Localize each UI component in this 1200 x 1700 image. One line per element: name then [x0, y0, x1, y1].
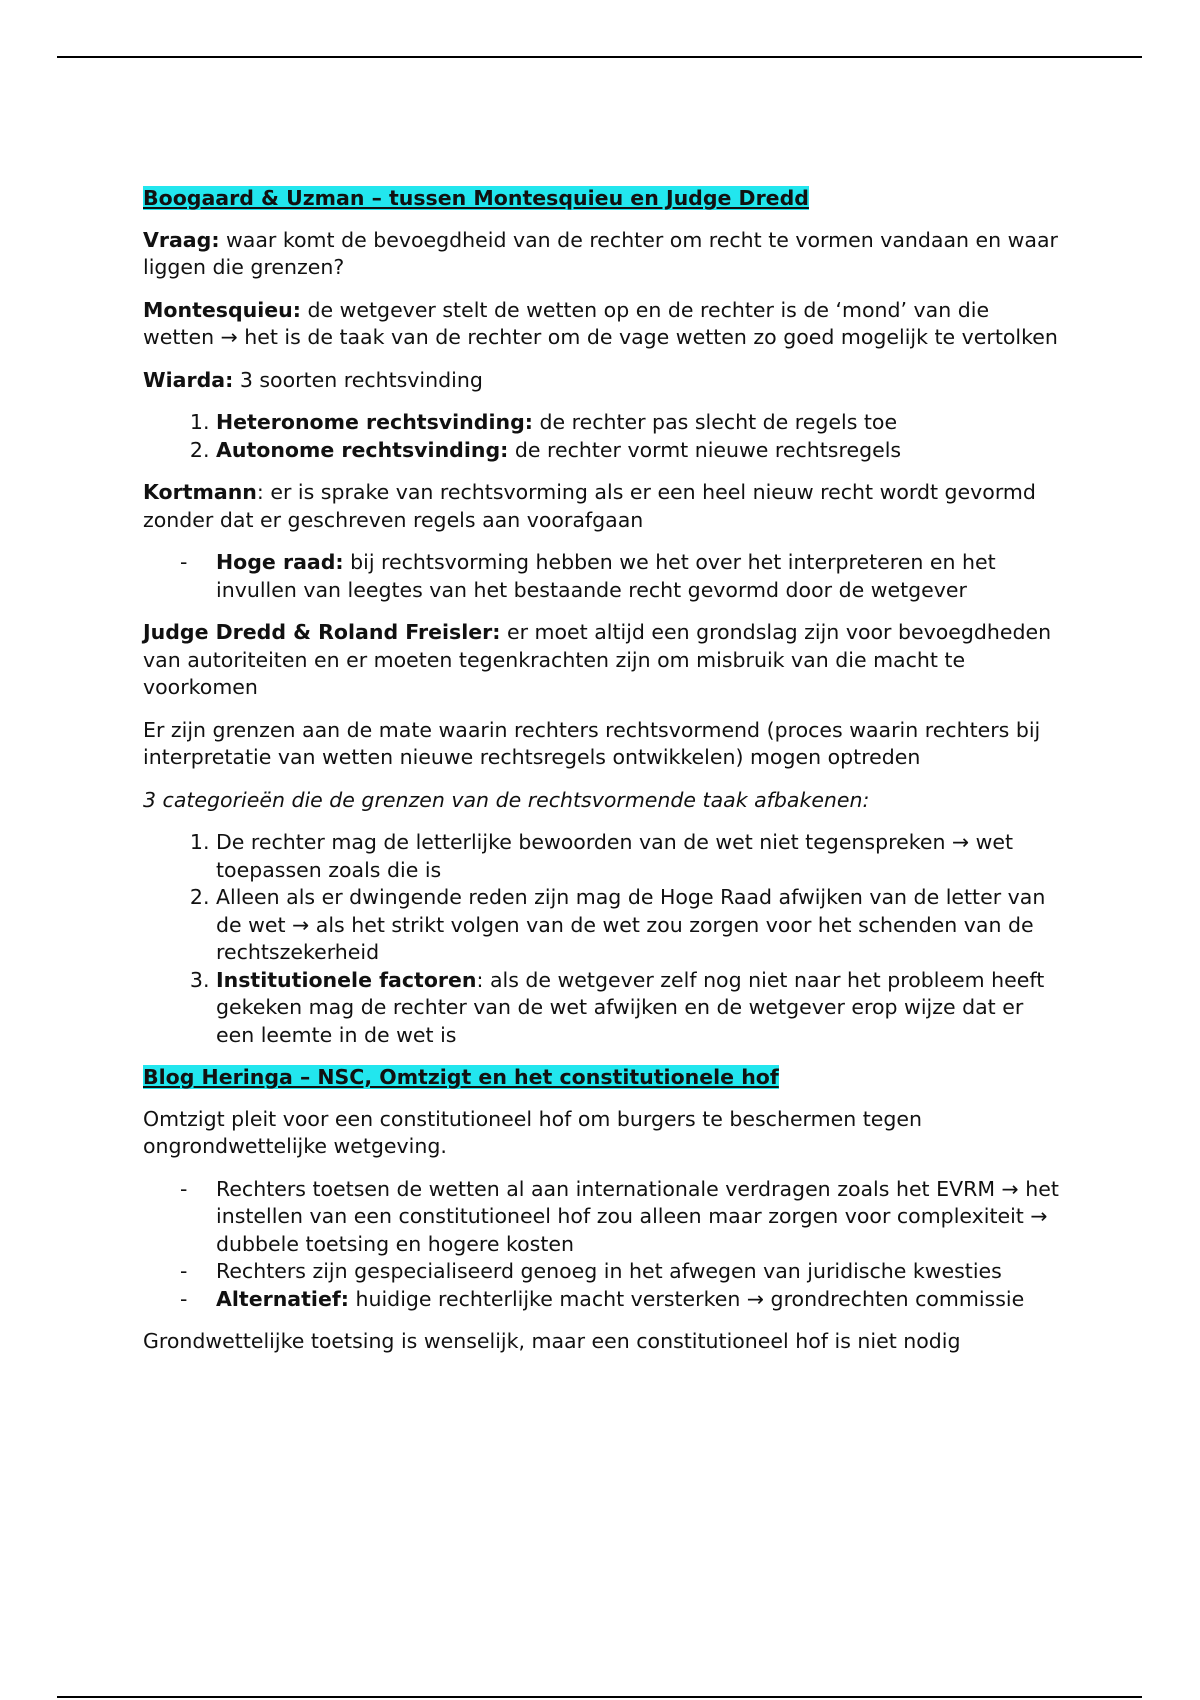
wiarda-list [143, 409, 1063, 464]
heringa-list [143, 1176, 1063, 1314]
document-body [143, 185, 1063, 1371]
list-item: 3. Institutionele factoren: als de wetgever zelf nog niet naar het probleem heeft gekeken mag de rechter van de wet afwijken en de wetgever erop wijze dat er een leemte in de wet is [216, 967, 1063, 1050]
page-footer-rule [57, 1696, 1142, 1698]
paragraph-kortmann: Kortmann: er is sprake van rechtsvorming als er een heel nieuw recht wordt gevormd zonder dat er geschreven regels aan voorafgaan [143, 480, 1036, 532]
section-heading-heringa: Blog Heringa – NSC, Omtzigt en het constitutionele hof [143, 1065, 779, 1089]
list-item: 1. Heteronome rechtsvinding: de rechter pas slecht de regels toe [216, 409, 1063, 437]
paragraph-categories-intro: 3 categorieën die de grenzen van de rechtsvormende taak afbakenen: [143, 787, 870, 812]
list-item: 1. De rechter mag de letterlijke bewoorden van de wet niet tegenspreken → wet toepassen zoals die is [216, 829, 1063, 884]
list-item: - Rechters zijn gespecialiseerd genoeg in het afwegen van juridische kwesties [216, 1258, 1063, 1286]
paragraph-montesquieu: Montesquieu: de wetgever stelt de wetten op en de rechter is de ‘mond’ van die wetten → het is de taak van de rechter om de vage wetten zo goed mogelijk te vertolken [143, 297, 1058, 349]
paragraph-vraag: Vraag: waar komt de bevoegdheid van de rechter om recht te vormen vandaan en waar liggen die grenzen? [143, 227, 1058, 279]
paragraph-grenzen: Er zijn grenzen aan de mate waarin rechters rechtsvormend (proces waarin rechters bij interpretatie van wetten nieuwe rechtsregels ontwikkelen) mogen optreden [143, 717, 1041, 769]
paragraph-wiarda: Wiarda: 3 soorten rechtsvinding [143, 367, 483, 392]
page-header-rule [57, 56, 1142, 58]
list-item: - Alternatief: huidige rechterlijke macht versterken → grondrechten commissie [216, 1286, 1063, 1314]
paragraph-judge-dredd: Judge Dredd & Roland Freisler: er moet altijd een grondslag zijn voor bevoegdheden van autoriteiten en er moeten tegenkrachten zijn om misbruik van die macht te voorkomen [143, 620, 1052, 699]
list-item: 2. Alleen als er dwingende reden zijn mag de Hoge Raad afwijken van de letter van de wet → als het strikt volgen van de wet zou zorgen voor het schenden van de rechtszekerheid [216, 884, 1063, 967]
categories-list [143, 829, 1063, 1049]
list-item: - Hoge raad: bij rechtsvorming hebben we het over het interpreteren en het invullen van leegtes van het bestaande recht gevormd door de wetgever [216, 549, 1063, 604]
paragraph-conclusion: Grondwettelijke toetsing is wenselijk, maar een constitutioneel hof is niet nodig [143, 1329, 961, 1353]
list-item: 2. Autonome rechtsvinding: de rechter vormt nieuwe rechtsregels [216, 437, 1063, 465]
section-heading-boogaard: Boogaard & Uzman – tussen Montesquieu en Judge Dredd [143, 186, 809, 210]
list-item: - Rechters toetsen de wetten al aan internationale verdragen zoals het EVRM → het instellen van een constitutioneel hof zou alleen maar zorgen voor complexiteit → dubbele toetsing en hogere kosten [216, 1176, 1063, 1259]
paragraph-omtzigt: Omtzigt pleit voor een constitutioneel hof om burgers te beschermen tegen ongrondwettelijke wetgeving. [143, 1106, 922, 1158]
hoge-raad-list [143, 549, 1063, 604]
